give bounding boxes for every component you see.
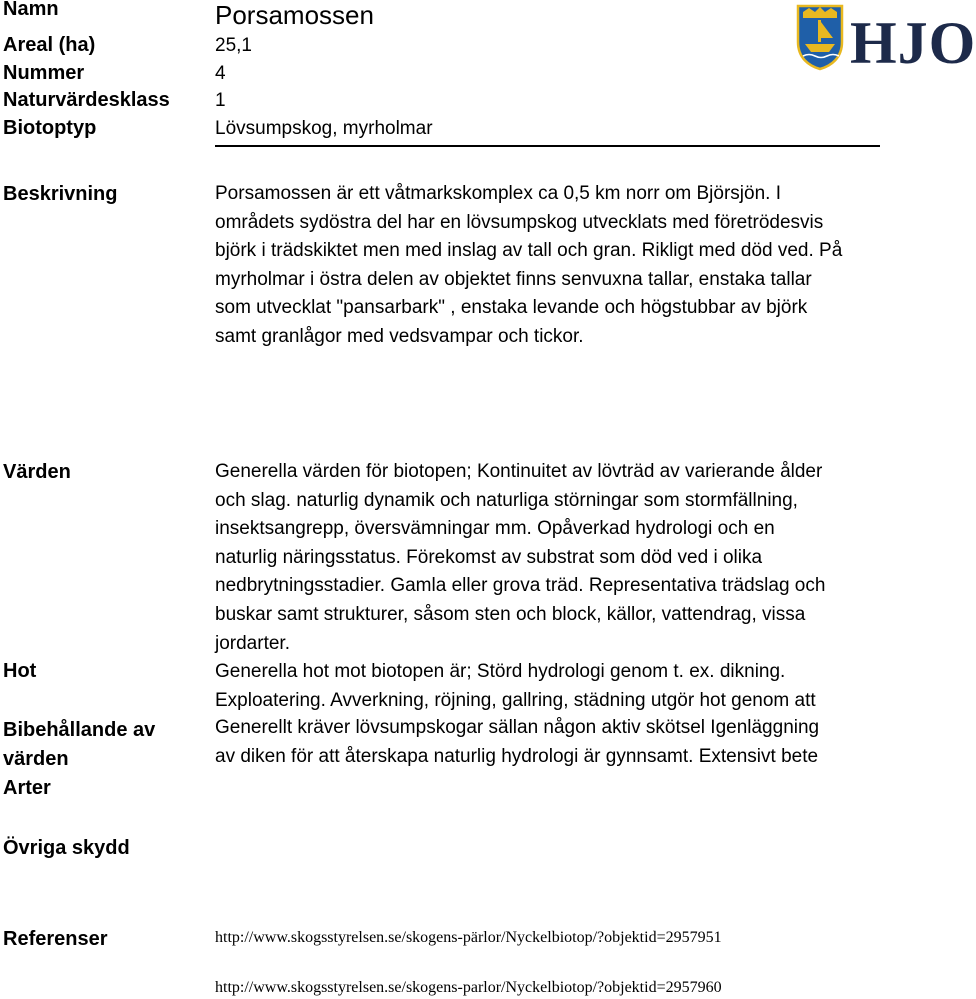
value-nummer: 4 — [215, 63, 226, 84]
varden-text — [215, 458, 895, 658]
label-arter: Arter — [3, 777, 51, 799]
value-areal: 25,1 — [215, 35, 252, 56]
hjo-logo-text: HJO — [850, 10, 976, 76]
label-beskrivning: Beskrivning — [3, 183, 118, 205]
label-nummer: Nummer — [3, 62, 85, 84]
varden-line: buskar samt strukturer, såsom sten och block, källor, vattendrag, vissa — [215, 603, 806, 625]
reference-link[interactable]: http://www.skogsstyrelsen.se/skogens-pärlor/Nyckelbiotop/?objektid=2957951 — [215, 929, 722, 946]
bibehallande-line: av diken för att återskapa naturlig hydrologi är gynnsamt. Extensivt bete — [215, 745, 819, 767]
bibehallande-line: Generellt kräver lövsumpskogar sällan någon aktiv skötsel Igenläggning — [215, 717, 820, 738]
label-varden: Värden — [3, 461, 71, 483]
varden-line: jordarter. — [215, 632, 290, 654]
label-ovriga-skydd: Övriga skydd — [3, 837, 130, 859]
beskrivning-line: björk i trädskiktet men med inslag av tall och gran. Rikligt med död ved. På — [215, 240, 843, 262]
reference-link[interactable]: http://www.skogsstyrelsen.se/skogens-parlor/Nyckelbiotop/?objektid=2957960 — [215, 979, 722, 996]
label-bibehallande-line1: Bibehållande av — [3, 719, 156, 741]
beskrivning-text — [215, 180, 895, 352]
beskrivning-line: myrholmar i östra delen av objektet finns senvuxna tallar, enstaka tallar — [215, 268, 812, 290]
beskrivning-line: områdets sydöstra del har en lövsumpskog utvecklats med företrödesvis — [215, 211, 824, 233]
label-biotoptyp: Biotoptyp — [3, 117, 97, 139]
varden-line: insektsangrepp, översvämningar mm. Opåverkad hydrologi och en — [215, 518, 775, 540]
bibehallande-text — [215, 714, 895, 771]
label-namn: Namn — [3, 0, 59, 20]
varden-line: nedbrytningsstadier. Gamla eller grova träd. Representativa trädslag och — [215, 575, 826, 597]
beskrivning-line: som utvecklat "pansarbark" , enstaka levande och högstubbar av björk — [215, 297, 808, 319]
label-referenser: Referenser — [3, 928, 108, 950]
value-biotoptyp: Lövsumpskog, myrholmar — [215, 118, 433, 139]
varden-line: naturlig näringsstatus. Förekomst av substrat som död ved i olika — [215, 546, 763, 568]
beskrivning-line: samt granlågor med vedsvampar och tickor. — [215, 325, 584, 347]
varden-line: Generella värden för biotopen; Kontinuitet av lövträd av varierande ålder — [215, 461, 823, 482]
label-hot: Hot — [3, 660, 37, 682]
label-naturvardesklass: Naturvärdesklass — [3, 89, 170, 111]
label-areal: Areal (ha) — [3, 34, 96, 56]
label-bibehallande-line2: värden — [3, 747, 69, 770]
hot-line: Exploatering. Avverkning, röjning, gallring, städning utgör hot genom att — [215, 689, 816, 711]
hot-text — [215, 658, 895, 715]
hot-line: Generella hot mot biotopen är; Störd hydrologi genom t. ex. dikning. — [215, 661, 786, 682]
label-bibehallande — [3, 716, 155, 773]
varden-line: och slag. naturlig dynamik och naturliga störningar som stormfällning, — [215, 489, 798, 511]
beskrivning-line: Porsamossen är ett våtmarkskomplex ca 0,5 km norr om Björsjön. I — [215, 183, 781, 204]
value-naturvardesklass: 1 — [215, 90, 226, 111]
header-divider — [215, 145, 880, 147]
hjo-coat-of-arms-icon — [795, 4, 845, 70]
page-title: Porsamossen — [215, 0, 374, 30]
